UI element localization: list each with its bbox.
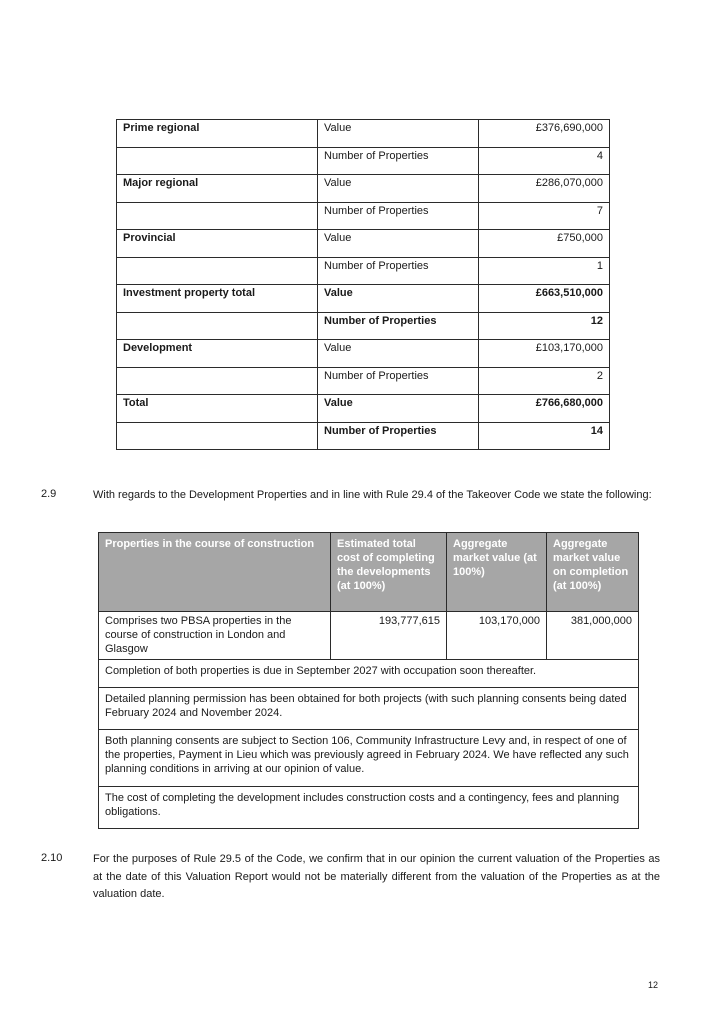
label-cell: Value xyxy=(318,285,479,313)
category-cell: Investment property total xyxy=(117,285,318,313)
value-cell: £766,680,000 xyxy=(479,395,610,423)
table-row xyxy=(99,660,639,688)
label-cell: Value xyxy=(318,175,479,203)
value-cell: 7 xyxy=(479,202,610,230)
category-cell: Provincial xyxy=(117,230,318,258)
table-row xyxy=(117,257,610,285)
note-cell: The cost of completing the development includes construction costs and a contingency, fees and planning obligations. xyxy=(99,787,639,829)
table-row xyxy=(117,147,610,175)
table-row xyxy=(99,612,639,660)
value-cell: 12 xyxy=(479,312,610,340)
label-cell: Number of Properties xyxy=(318,367,479,395)
label-cell: Number of Properties xyxy=(318,422,479,450)
category-cell xyxy=(117,202,318,230)
value-cell: £286,070,000 xyxy=(479,175,610,203)
completion-value-cell: 381,000,000 xyxy=(547,612,639,660)
category-cell: Total xyxy=(117,395,318,423)
value-cell: 2 xyxy=(479,367,610,395)
table-row xyxy=(117,422,610,450)
note-cell: Completion of both properties is due in September 2027 with occupation soon thereafter. xyxy=(99,660,639,688)
column-header: Estimated total cost of completing the developments (at 100%) xyxy=(331,533,447,612)
category-cell: Prime regional xyxy=(117,120,318,148)
table-row xyxy=(117,340,610,368)
table-row xyxy=(117,120,610,148)
table-row xyxy=(117,395,610,423)
table-row xyxy=(117,312,610,340)
category-cell: Major regional xyxy=(117,175,318,203)
table-row xyxy=(117,230,610,258)
table-row xyxy=(99,787,639,829)
table-row xyxy=(99,730,639,787)
column-header: Aggregate market value (at 100%) xyxy=(447,533,547,612)
paragraph-number: 2.10 xyxy=(41,852,63,864)
category-cell xyxy=(117,312,318,340)
table-header-row xyxy=(99,533,639,612)
value-cell: 1 xyxy=(479,257,610,285)
label-cell: Number of Properties xyxy=(318,312,479,340)
category-cell xyxy=(117,422,318,450)
value-cell: £103,170,000 xyxy=(479,340,610,368)
label-cell: Value xyxy=(318,340,479,368)
label-cell: Value xyxy=(318,120,479,148)
category-cell xyxy=(117,257,318,285)
paragraph-text: For the purposes of Rule 29.5 of the Code, we confirm that in our opinion the current valuation of the Properties as at the date of this Valuation Report would not be materially different from the valuation of the Properties as at the valuation date. xyxy=(93,853,660,900)
label-cell: Number of Properties xyxy=(318,202,479,230)
label-cell: Number of Properties xyxy=(318,257,479,285)
table-row xyxy=(117,202,610,230)
column-header: Properties in the course of construction xyxy=(99,533,331,612)
value-cell: 4 xyxy=(479,147,610,175)
description-cell: Comprises two PBSA properties in the course of construction in London and Glasgow xyxy=(99,612,331,660)
valuation-summary-table xyxy=(116,119,610,450)
value-cell: £376,690,000 xyxy=(479,120,610,148)
paragraph-text: With regards to the Development Properties and in line with Rule 29.4 of the Takeover Code we state the following: xyxy=(93,489,652,501)
table-row xyxy=(117,285,610,313)
label-cell: Value xyxy=(318,230,479,258)
label-cell: Number of Properties xyxy=(318,147,479,175)
table-row xyxy=(117,175,610,203)
page-number: 12 xyxy=(648,980,659,990)
value-cell: £750,000 xyxy=(479,230,610,258)
table-row xyxy=(117,367,610,395)
note-cell: Both planning consents are subject to Section 106, Community Infrastructure Levy and, in respect of one of the properties, Payment in Lieu which was previously agreed in February 2024. We have reflected any such planning conditions in arriving at our opinion of value. xyxy=(99,730,639,787)
note-cell: Detailed planning permission has been obtained for both projects (with such planning consents being dated February 2024 and November 2024. xyxy=(99,688,639,730)
column-header: Aggregate market value on completion (at 100%) xyxy=(547,533,639,612)
label-cell: Value xyxy=(318,395,479,423)
cost-cell: 193,777,615 xyxy=(331,612,447,660)
category-cell xyxy=(117,147,318,175)
development-properties-table xyxy=(98,532,639,829)
market-value-cell: 103,170,000 xyxy=(447,612,547,660)
table-row xyxy=(99,688,639,730)
category-cell xyxy=(117,367,318,395)
value-cell: 14 xyxy=(479,422,610,450)
category-cell: Development xyxy=(117,340,318,368)
value-cell: £663,510,000 xyxy=(479,285,610,313)
paragraph-number: 2.9 xyxy=(41,488,57,500)
